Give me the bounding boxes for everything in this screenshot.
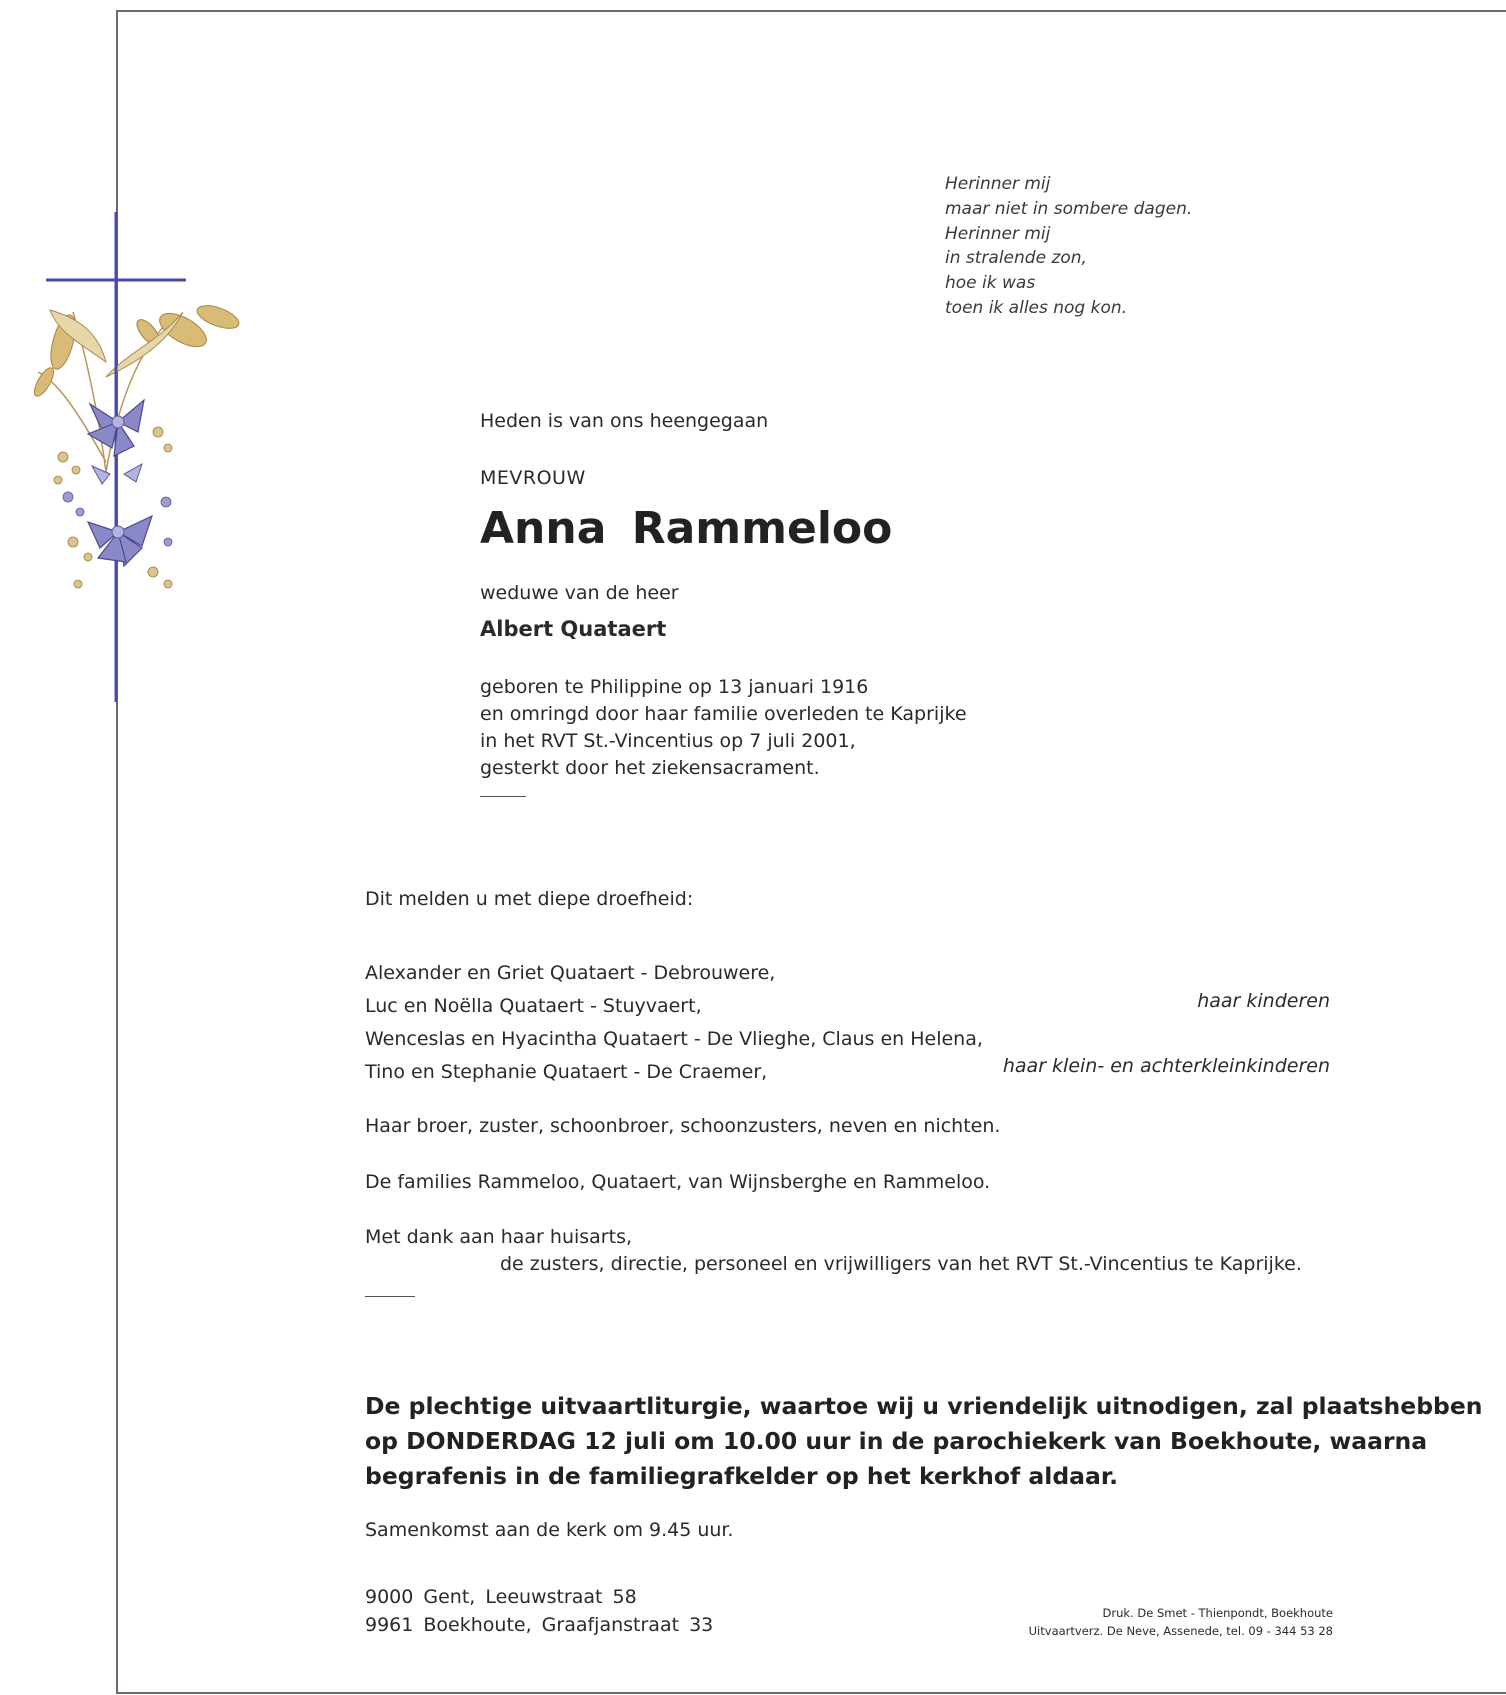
poem-line: toen ik alles nog kon. xyxy=(945,297,1128,318)
deceased-name: Anna Rammeloo xyxy=(480,503,893,554)
printer-line: Druk. De Smet - Thienpondt, Boekhoute xyxy=(1102,1606,1333,1620)
divider xyxy=(365,1296,415,1297)
poem-line: in stralende zon, xyxy=(945,248,1087,269)
funeral-details xyxy=(365,1389,1483,1494)
thanks-line: Met dank aan haar huisarts, xyxy=(365,1226,633,1248)
address-line: 9000 Gent, Leeuwstraat 58 xyxy=(365,1586,637,1608)
biography-line: in het RVT St.-Vincentius op 7 juli 2001, xyxy=(480,730,856,752)
poem-line: Herinner mij xyxy=(945,174,1051,194)
family-line: Alexander en Griet Quataert - Debrouwere, xyxy=(365,962,776,984)
relation-children: haar kinderen xyxy=(1197,990,1330,1012)
funeral-line: begrafenis in de familiegrafkelder op het kerkhof aldaar. xyxy=(365,1462,1119,1490)
family-line: Tino en Stephanie Quataert - De Craemer, xyxy=(365,1061,768,1083)
husband-name: Albert Quataert xyxy=(480,617,667,641)
biography-line: geboren te Philippine op 13 januari 1916 xyxy=(480,676,869,698)
announcement-intro: Heden is van ons heengegaan xyxy=(480,410,769,432)
honorific: MEVROUW xyxy=(480,467,586,489)
biography-line: en omringd door haar familie overleden te Kaprijke xyxy=(480,703,967,725)
printer-credits xyxy=(1029,1604,1333,1640)
family-line: Luc en Noëlla Quataert - Stuyvaert, xyxy=(365,995,702,1017)
widow-of-label: weduwe van de heer xyxy=(480,582,679,604)
cross-with-flowers-icon xyxy=(18,212,266,702)
undertaker-line: Uitvaartverz. De Neve, Assenede, tel. 09 - 344 53 28 xyxy=(1028,1624,1333,1638)
funeral-line: op DONDERDAG 12 juli om 10.00 uur in de parochiekerk van Boekhoute, waarna xyxy=(365,1427,1428,1455)
memorial-poem xyxy=(945,172,1192,321)
meeting-time: Samenkomst aan de kerk om 9.45 uur. xyxy=(365,1519,734,1541)
relatives-line: Haar broer, zuster, schoonbroer, schoonzusters, neven en nichten. xyxy=(365,1115,1001,1137)
families-line: De families Rammeloo, Quataert, van Wijnsberghe en Rammeloo. xyxy=(365,1171,991,1193)
poem-line: hoe ik was xyxy=(945,273,1036,294)
family-line: Wenceslas en Hyacintha Quataert - De Vlieghe, Claus en Helena, xyxy=(365,1028,983,1050)
relation-grandchildren: haar klein- en achterkleinkinderen xyxy=(1002,1055,1330,1077)
address-block xyxy=(365,1583,713,1639)
mourners-intro: Dit melden u met diepe droefheid: xyxy=(365,888,694,910)
poem-line: Herinner mij xyxy=(945,223,1051,244)
divider xyxy=(480,796,526,797)
biography xyxy=(480,674,967,782)
thanks-line-continued: de zusters, directie, personeel en vrijwilligers van het RVT St.-Vincentius te Kaprijke. xyxy=(500,1253,1302,1275)
biography-line: gesterkt door het ziekensacrament. xyxy=(480,757,820,779)
address-line: 9961 Boekhoute, Graafjanstraat 33 xyxy=(365,1614,714,1636)
funeral-line: De plechtige uitvaartliturgie, waartoe wij u vriendelijk uitnodigen, zal plaatshebben xyxy=(365,1392,1483,1420)
family-list xyxy=(365,957,983,1089)
poem-line: maar niet in sombere dagen. xyxy=(945,198,1193,219)
